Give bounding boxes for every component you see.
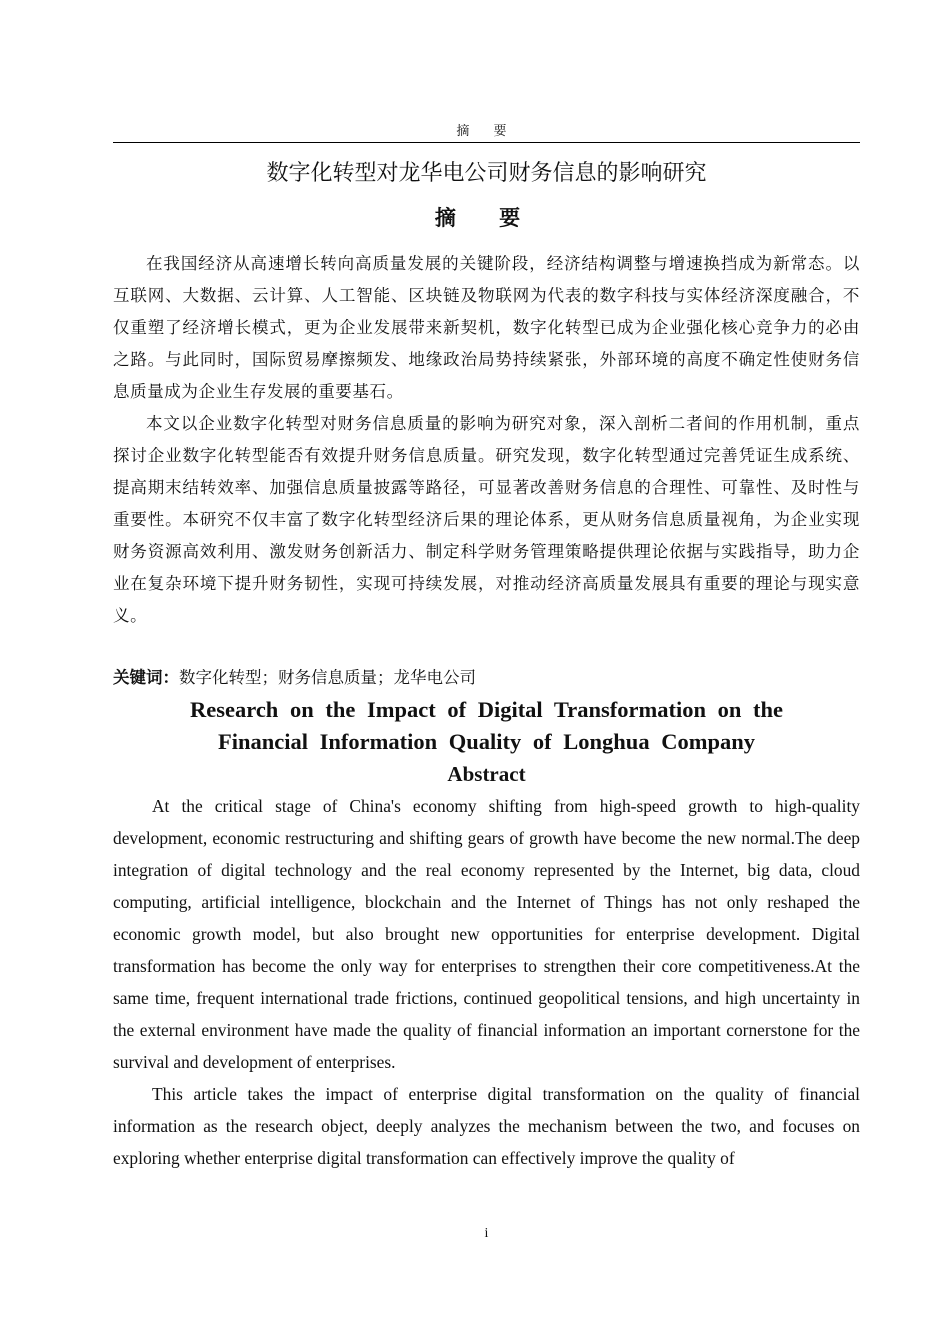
chinese-keywords [113, 664, 860, 692]
running-header: 摘 要 [456, 124, 517, 139]
english-abstract-heading: Abstract [447, 762, 526, 786]
chinese-title: 数字化转型对龙华电公司财务信息的影响研究 [266, 161, 707, 186]
english-title-line-1: Research on the Impact of Digital Transformation on the [190, 697, 783, 722]
page-number: i [484, 1226, 489, 1241]
english-abstract-body [113, 790, 860, 1174]
chinese-paragraph-2: 本文以企业数字化转型对财务信息质量的影响为研究对象，深入剖析二者间的作用机制，重点探讨企业数字化转型能否有效提升财务信息质量。研究发现，数字化转型通过完善凭证生成系统、提高期末结转效率、加强信息质量披露等路径，可显著改善财务信息的合理性、可靠性、及时性与重要性。本研究不仅丰富了数字化转型经济后果的理论体系，更从财务信息质量视角，为企业实现财务资源高效利用、激发财务创新活力、制定科学财务管理策略提供理论依据与实践指导，助力企业在复杂环境下提升财务韧性，实现可持续发展，对推动经济高质量发展具有重要的理论与现实意义。 [113, 414, 860, 625]
chinese-abstract-heading: 摘 要 [434, 206, 539, 230]
header-rule [113, 142, 860, 143]
english-paragraph-1: At the critical stage of China's economy shifting from high-speed growth to high-quality development, economic restructuring and shifting gears of growth have become the new normal.The deep integration of digital technology and the real economy represented by the Internet, big data, cloud computing, artificial intelligence, blockchain and the Internet of Things has not only reshaped the economic growth model, but also brought new opportunities for enterprise development. Digital transformation has become the only way for enterprises to strengthen their core competitiveness.At the same time, frequent international trade frictions, continued geopolitical tensions, and high uncertainty in the external environment have made the quality of financial information an important cornerstone for the survival and development of enterprises. [113, 796, 860, 1072]
keywords-label: 关键词： [113, 668, 179, 687]
english-title-line-2: Financial Information Quality of Longhua Company [218, 729, 755, 754]
english-paragraph-2: This article takes the impact of enterprise digital transformation on the quality of financial information as the research object, deeply analyzes the mechanism between the two, and focuses on exploring whether enterprise digital transformation can effectively improve the quality of [113, 1084, 860, 1168]
chinese-paragraph-1: 在我国经济从高速增长转向高质量发展的关键阶段，经济结构调整与增速换挡成为新常态。以互联网、大数据、云计算、人工智能、区块链及物联网为代表的数字科技与实体经济深度融合，不仅重塑了经济增长模式，更为企业发展带来新契机，数字化转型已成为企业强化核心竞争力的必由之路。与此同时，国际贸易摩擦频发、地缘政治局势持续紧张，外部环境的高度不确定性使财务信息质量成为企业生存发展的重要基石。 [113, 254, 860, 401]
keywords-value: 数字化转型；财务信息质量；龙华电公司 [179, 668, 476, 687]
english-title [113, 694, 860, 758]
chinese-abstract-body [113, 248, 860, 632]
